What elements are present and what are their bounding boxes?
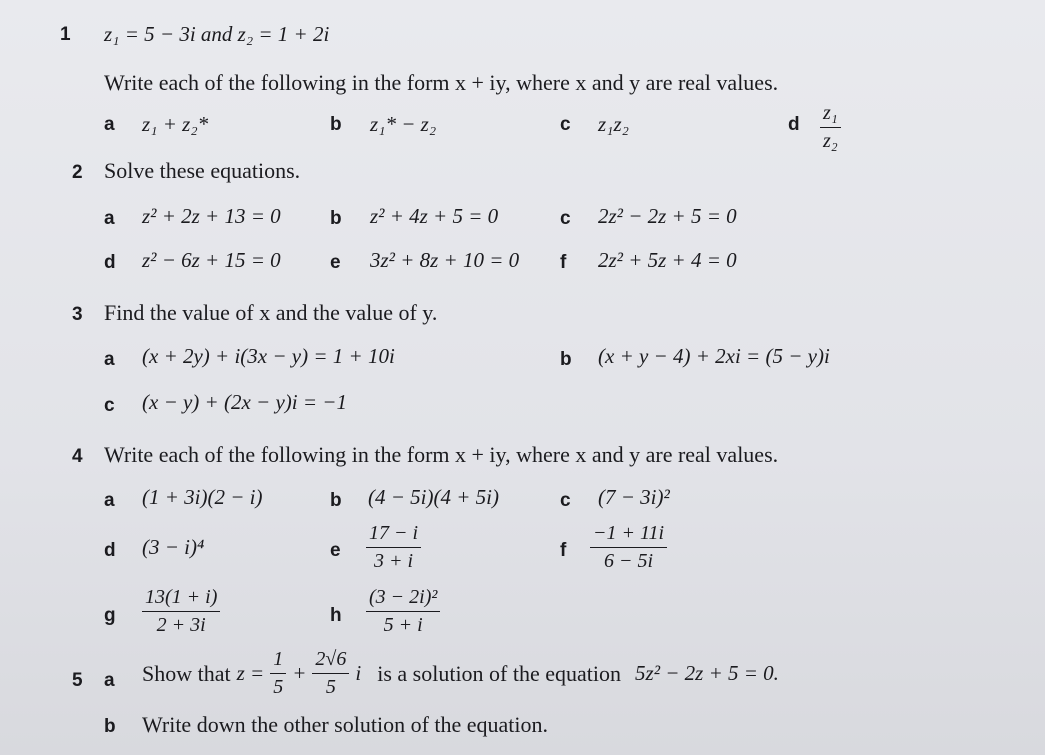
q4-part-b-expr: (4 − 5i)(4 + 5i) [368, 485, 499, 509]
question-4-instruction: Write each of the following in the form x + iy, where x and y are real values. [104, 442, 779, 467]
q4-part-g-numerator: 13(1 + i) [142, 586, 220, 612]
q3-part-b-expr: (x + y − 4) + 2xi = (5 − y)i [598, 344, 830, 368]
q4-part-a-expr: (1 + 3i)(2 − i) [142, 485, 263, 509]
question-3-instruction: Find the value of x and the value of y. [104, 300, 438, 325]
q3-part-b-label: b [560, 349, 572, 370]
q4-part-c-expr: (7 − 3i)² [598, 485, 670, 509]
q2-part-b-label: b [330, 208, 342, 229]
q5-part-a-expr-start: z = [236, 661, 265, 685]
question-1-instruction: Write each of the following in the form x + iy, where x and y are real values. [104, 70, 779, 95]
q4-part-f-denominator: 6 − 5i [604, 550, 654, 572]
q1-part-d-fraction [820, 102, 841, 153]
q4-part-d-label: d [104, 540, 116, 561]
q4-part-h-fraction [366, 586, 440, 637]
q4-part-a-label: a [104, 490, 115, 511]
q4-part-h-denominator: 5 + i [383, 614, 423, 636]
q5-part-a-line [142, 648, 779, 699]
q4-part-g-denominator: 2 + 3i [156, 614, 206, 636]
q4-part-b-label: b [330, 490, 342, 511]
q4-part-f-numerator: −1 + 11i [590, 522, 667, 548]
q4-part-f-fraction [590, 522, 667, 573]
question-3-number: 3 [72, 304, 83, 325]
q3-part-a-expr: (x + 2y) + i(3x − y) = 1 + 10i [142, 344, 395, 368]
q3-part-c-expr: (x − y) + (2x − y)i = −1 [142, 390, 347, 414]
q1-part-a-label: a [104, 114, 115, 135]
q1-part-b-label: b [330, 114, 342, 135]
question-1-stem: z₁ = 5 − 3i and z₂ = 1 + 2i [104, 22, 330, 46]
q1-part-c-label: c [560, 114, 571, 135]
q2-part-c-label: c [560, 208, 571, 229]
q5-part-a-equation: 5z² − 2z + 5 = 0. [635, 661, 779, 685]
q5-part-a-text-2: is a solution of the equation [377, 660, 622, 686]
q4-part-e-numerator: 17 − i [366, 522, 421, 548]
question-2-number: 2 [72, 162, 83, 183]
q5-part-b-text: Write down the other solution of the equation. [142, 712, 549, 737]
q2-part-f-label: f [560, 252, 567, 273]
question-2-instruction: Solve these equations. [104, 158, 301, 183]
q5-fraction-2-numerator: 2√6 [312, 648, 349, 674]
q5-imaginary-unit: i [355, 661, 362, 685]
q5-part-b-label: b [104, 716, 116, 737]
q2-part-d-label: d [104, 252, 116, 273]
q1-part-a-expr: z₁ + z₂* [142, 112, 209, 136]
q5-fraction-2-denominator: 5 [325, 676, 336, 698]
question-1-number: 1 [60, 24, 71, 45]
q5-fraction-1-numerator: 1 [270, 648, 286, 674]
q3-part-c-label: c [104, 395, 115, 416]
q4-part-h-label: h [330, 605, 342, 626]
q4-part-g-label: g [104, 605, 116, 626]
q2-part-c-expr: 2z² − 2z + 5 = 0 [598, 204, 737, 228]
q5-fraction-1-denominator: 5 [273, 676, 284, 698]
q2-part-d-expr: z² − 6z + 15 = 0 [142, 248, 281, 272]
q4-part-g-fraction [142, 586, 220, 637]
q2-part-e-expr: 3z² + 8z + 10 = 0 [370, 248, 520, 272]
q2-part-f-expr: 2z² + 5z + 4 = 0 [598, 248, 737, 272]
q4-part-f-label: f [560, 540, 567, 561]
q4-part-h-numerator: (3 − 2i)² [366, 586, 440, 612]
q4-part-e-label: e [330, 540, 341, 561]
q2-part-a-expr: z² + 2z + 13 = 0 [142, 204, 281, 228]
q5-part-a-text-1: Show that [142, 660, 231, 686]
q2-part-e-label: e [330, 252, 341, 273]
q4-part-d-expr: (3 − i)⁴ [142, 535, 205, 559]
q4-part-e-denominator: 3 + i [374, 550, 414, 572]
q1-part-b-expr: z₁* − z₂ [370, 112, 437, 136]
q1-part-d-denominator: z₂ [823, 130, 838, 152]
question-5-number: 5 [72, 670, 83, 691]
q1-part-d-label: d [788, 114, 800, 135]
q2-part-b-expr: z² + 4z + 5 = 0 [370, 204, 499, 228]
q4-part-c-label: c [560, 490, 571, 511]
question-4-number: 4 [72, 446, 83, 467]
q2-part-a-label: a [104, 208, 115, 229]
q1-part-d-numerator: z₁ [820, 102, 841, 128]
q1-part-c-expr: z₁z₂ [598, 112, 629, 136]
q5-plus: + [292, 661, 307, 685]
q5-part-a-label: a [104, 670, 115, 691]
q4-part-e-fraction [366, 522, 421, 573]
q3-part-a-label: a [104, 349, 115, 370]
